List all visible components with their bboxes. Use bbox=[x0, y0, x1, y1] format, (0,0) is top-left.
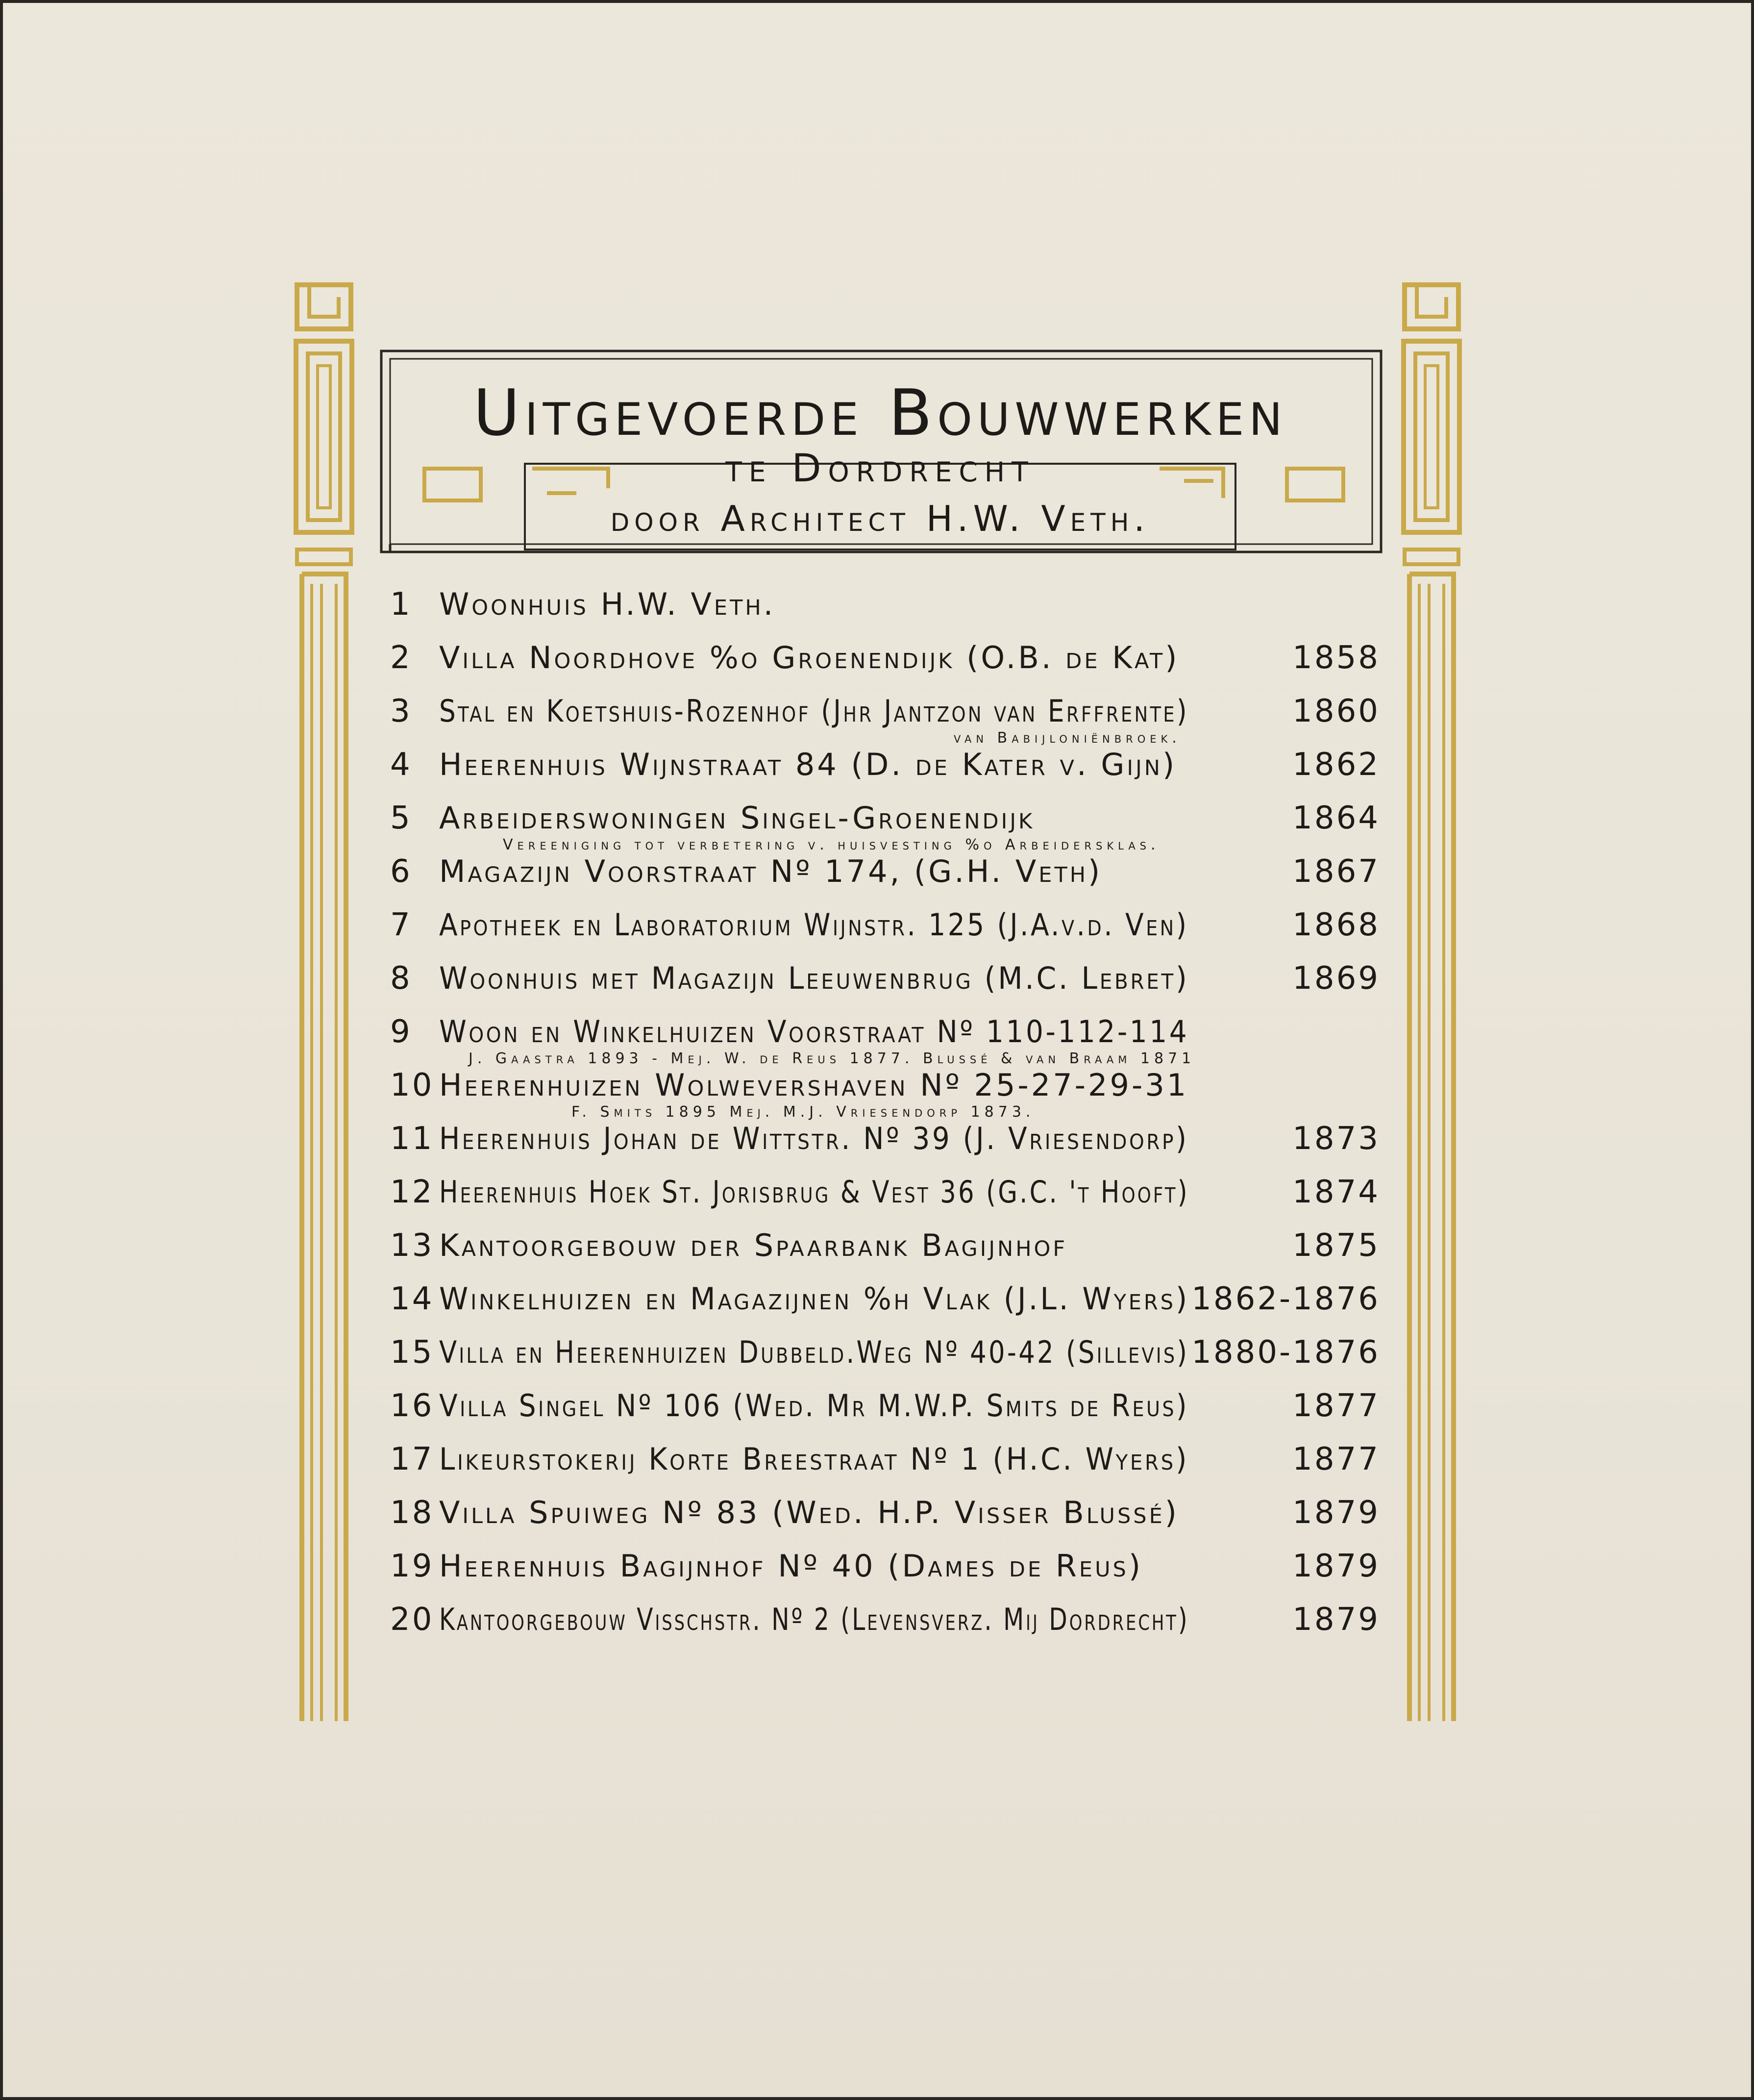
work-row-18 bbox=[390, 1495, 1380, 1534]
work-year: 1864 bbox=[1292, 800, 1380, 836]
work-row-7 bbox=[390, 907, 1380, 946]
work-year: 1875 bbox=[1292, 1227, 1380, 1264]
work-year: 1860 bbox=[1292, 693, 1380, 729]
work-description: Villa Noordhove %o Groenendijk (O.B. de Kat) bbox=[439, 640, 1180, 675]
work-year: 1879 bbox=[1292, 1495, 1380, 1531]
work-note-5: Vereeniging tot verbetering v. huisvesting %o Arbeidersklas. bbox=[503, 836, 1160, 853]
work-description: Heerenhuizen Wolwevershaven Nº 25-27-29-31 bbox=[439, 1067, 1189, 1103]
work-description: Heerenhuis Johan de Wittstr. Nº 39 (J. Vriesendorp) bbox=[439, 1121, 1189, 1156]
work-description: Woon en Winkelhuizen Voorstraat Nº 110-112-114 bbox=[439, 1014, 1189, 1050]
work-year: 1868 bbox=[1292, 907, 1380, 943]
work-description: Villa en Heerenhuizen Dubbeld.Weg Nº 40-42 (Sillevis) bbox=[439, 1334, 1189, 1370]
work-year: 1874 bbox=[1292, 1174, 1380, 1210]
work-row-16 bbox=[390, 1388, 1380, 1427]
work-year: 1869 bbox=[1292, 960, 1380, 997]
work-number: 15 bbox=[390, 1334, 434, 1371]
work-description: Villa Spuiweg Nº 83 (Wed. H.P. Visser Blussé) bbox=[439, 1495, 1179, 1530]
architect-byline: door Architect H.W. Veth. bbox=[610, 498, 1150, 539]
work-number: 17 bbox=[390, 1441, 434, 1477]
work-year: 1858 bbox=[1292, 640, 1380, 676]
work-row-8 bbox=[390, 960, 1380, 1000]
work-description: Likeurstokerij Korte Breestraat Nº 1 (H.C. Wyers) bbox=[439, 1441, 1189, 1477]
work-number: 20 bbox=[390, 1601, 434, 1638]
work-description: Magazijn Voorstraat Nº 174, (G.H. Veth) bbox=[439, 853, 1103, 889]
work-note-3: van Babijloniënbroek. bbox=[954, 729, 1181, 747]
work-row-10 bbox=[390, 1067, 1380, 1106]
work-number: 5 bbox=[390, 800, 412, 836]
work-number: 9 bbox=[390, 1014, 412, 1050]
work-number: 1 bbox=[390, 586, 412, 623]
work-description: Apotheek en Laboratorium Wijnstr. 125 (J.A.v.d. Ven) bbox=[439, 907, 1189, 943]
work-row-11 bbox=[390, 1121, 1380, 1160]
work-number: 18 bbox=[390, 1495, 434, 1531]
work-row-14 bbox=[390, 1281, 1380, 1320]
work-row-5 bbox=[390, 800, 1380, 839]
work-number: 8 bbox=[390, 960, 412, 997]
work-description: Heerenhuis Hoek St. Jorisbrug & Vest 36 (G.C. 't Hooft) bbox=[439, 1174, 1189, 1210]
work-number: 14 bbox=[390, 1281, 434, 1317]
work-number: 16 bbox=[390, 1388, 434, 1424]
work-year: 1879 bbox=[1292, 1548, 1380, 1584]
work-description: Kantoorgebouw Visschstr. Nº 2 (Levensverz. Mij Dordrecht) bbox=[439, 1601, 1189, 1637]
work-description: Arbeiderswoningen Singel-Groenendijk bbox=[439, 800, 1035, 836]
work-year: 1862 bbox=[1292, 747, 1380, 783]
work-row-13 bbox=[390, 1227, 1380, 1267]
work-number: 7 bbox=[390, 907, 412, 943]
work-row-2 bbox=[390, 640, 1380, 679]
work-description: Heerenhuis Wijnstraat 84 (D. de Kater v. Gijn) bbox=[439, 747, 1177, 782]
paper-sheet bbox=[3, 3, 1751, 2097]
page-subtitle: te Dordrecht bbox=[725, 447, 1035, 491]
work-number: 13 bbox=[390, 1227, 434, 1264]
work-row-1 bbox=[390, 586, 1380, 625]
work-year: 1880-1876 bbox=[1191, 1334, 1380, 1371]
work-description: Heerenhuis Bagijnhof Nº 40 (Dames de Reus) bbox=[439, 1548, 1143, 1584]
work-number: 11 bbox=[390, 1121, 434, 1157]
work-description: Woonhuis met Magazijn Leeuwenbrug (M.C. Lebret) bbox=[439, 960, 1189, 996]
work-number: 12 bbox=[390, 1174, 434, 1210]
work-row-19 bbox=[390, 1548, 1380, 1587]
work-year: 1877 bbox=[1292, 1441, 1380, 1477]
work-year: 1862-1876 bbox=[1191, 1281, 1380, 1317]
work-number: 2 bbox=[390, 640, 412, 676]
work-note-10: F. Smits 1895 Mej. M.J. Vriesendorp 1873. bbox=[571, 1103, 1035, 1121]
work-description: Villa Singel Nº 106 (Wed. Mr M.W.P. Smits de Reus) bbox=[439, 1388, 1189, 1424]
work-row-4 bbox=[390, 747, 1380, 786]
work-description: Kantoorgebouw der Spaarbank Bagijnhof bbox=[439, 1227, 1068, 1263]
work-row-17 bbox=[390, 1441, 1380, 1480]
work-year: 1877 bbox=[1292, 1388, 1380, 1424]
page-title: Uitgevoerde Bouwwerken bbox=[473, 375, 1287, 450]
work-row-6 bbox=[390, 853, 1380, 893]
work-row-12 bbox=[390, 1174, 1380, 1213]
work-description: Stal en Koetshuis-Rozenhof (Jhr Jantzon van Erffrente) bbox=[439, 693, 1189, 729]
work-number: 6 bbox=[390, 853, 412, 890]
work-number: 4 bbox=[390, 747, 412, 783]
work-number: 19 bbox=[390, 1548, 434, 1584]
work-year: 1873 bbox=[1292, 1121, 1380, 1157]
work-note-9: J. Gaastra 1893 - Mej. W. de Reus 1877. Blussé & van Braam 1871 bbox=[469, 1050, 1196, 1067]
work-row-20 bbox=[390, 1601, 1380, 1641]
work-year: 1879 bbox=[1292, 1601, 1380, 1638]
work-row-3 bbox=[390, 693, 1380, 732]
work-year: 1867 bbox=[1292, 853, 1380, 890]
work-description: Winkelhuizen en Magazijnen %h Vlak (J.L. Wyers) bbox=[439, 1281, 1190, 1317]
work-number: 10 bbox=[390, 1067, 434, 1103]
work-number: 3 bbox=[390, 693, 412, 729]
work-description: Woonhuis H.W. Veth. bbox=[439, 586, 776, 622]
work-row-9 bbox=[390, 1014, 1380, 1053]
work-row-15 bbox=[390, 1334, 1380, 1374]
